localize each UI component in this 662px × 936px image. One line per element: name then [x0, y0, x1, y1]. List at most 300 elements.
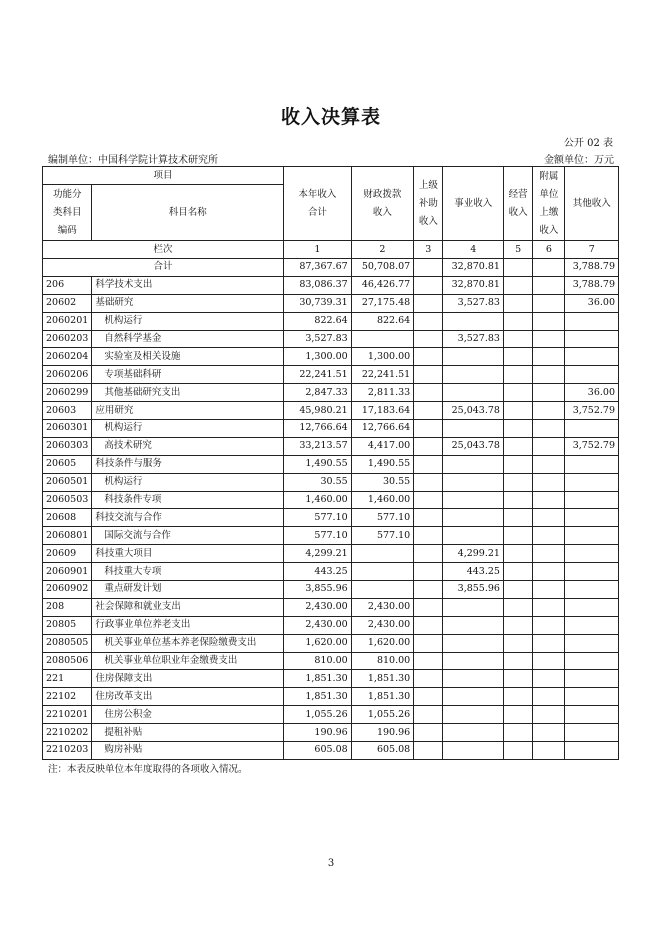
row-name-cell: 应用研究	[92, 402, 284, 420]
row-value-cell	[443, 652, 504, 670]
table-row	[43, 294, 619, 312]
table-row	[43, 634, 619, 652]
table-row	[43, 437, 619, 455]
row-value-cell	[503, 652, 532, 670]
row-value-cell	[414, 670, 443, 688]
row-value-cell	[503, 276, 532, 294]
unit-label: 金额单位：万元	[544, 155, 614, 166]
row-value-cell: 83,086.37	[284, 276, 352, 294]
row-name-cell: 购房补贴	[92, 742, 284, 760]
header-subject-name: 科目名称	[92, 185, 284, 241]
row-name-cell: 住房公积金	[92, 706, 284, 724]
row-value-cell	[503, 366, 532, 384]
row-value-cell	[503, 688, 532, 706]
row-value-cell: 1,851.30	[351, 670, 414, 688]
row-value-cell	[414, 455, 443, 473]
row-value-cell: 45,980.21	[284, 402, 352, 420]
row-value-cell	[533, 276, 565, 294]
row-value-cell	[565, 706, 619, 724]
row-value-cell	[414, 437, 443, 455]
row-value-cell: 12,766.64	[351, 420, 414, 438]
header-func-code-line2: 类科目	[52, 206, 82, 218]
row-value-cell: 443.25	[284, 563, 352, 581]
row-value-cell: 3,855.96	[284, 581, 352, 599]
header-col7: 其他收入	[565, 167, 619, 241]
row-name-cell: 科学技术支出	[92, 276, 284, 294]
row-value-cell	[351, 581, 414, 599]
header-col1-line1: 本年收入	[298, 188, 337, 200]
row-value-cell	[503, 706, 532, 724]
total-cell: 87,367.67	[284, 259, 352, 277]
row-code-cell: 2210201	[43, 706, 92, 724]
footnote: 注：本表反映单位本年度取得的各项收入情况。	[48, 764, 248, 775]
row-value-cell: 27,175.48	[351, 294, 414, 312]
row-code-cell: 20805	[43, 616, 92, 634]
col-number-2: 2	[351, 241, 414, 259]
row-value-cell	[565, 312, 619, 330]
row-value-cell	[533, 330, 565, 348]
row-value-cell	[503, 527, 532, 545]
total-cell	[533, 259, 565, 277]
row-index-row	[43, 241, 619, 259]
row-value-cell	[414, 688, 443, 706]
header-func-code	[43, 185, 92, 241]
row-name-cell: 机关事业单位职业年金缴费支出	[92, 652, 284, 670]
row-code-cell: 20609	[43, 545, 92, 563]
table-row	[43, 420, 619, 438]
row-value-cell	[414, 563, 443, 581]
row-value-cell	[351, 545, 414, 563]
header-col3-line1: 上级	[418, 179, 438, 191]
row-value-cell: 22,241.51	[284, 366, 352, 384]
row-code-cell: 2060301	[43, 420, 92, 438]
row-value-cell: 605.08	[351, 742, 414, 760]
row-value-cell	[565, 509, 619, 527]
row-value-cell	[414, 294, 443, 312]
row-value-cell: 1,490.55	[351, 455, 414, 473]
row-value-cell	[565, 652, 619, 670]
row-code-cell: 2080505	[43, 634, 92, 652]
row-value-cell	[414, 706, 443, 724]
row-value-cell	[565, 348, 619, 366]
row-value-cell	[533, 473, 565, 491]
header-col2	[351, 167, 414, 241]
row-value-cell: 3,788.79	[565, 276, 619, 294]
row-value-cell	[414, 598, 443, 616]
row-value-cell: 32,870.81	[443, 276, 504, 294]
row-value-cell	[533, 652, 565, 670]
table-row	[43, 724, 619, 742]
row-value-cell	[533, 742, 565, 760]
row-name-cell: 住房改革支出	[92, 688, 284, 706]
row-value-cell	[414, 330, 443, 348]
header-col5-line2: 收入	[508, 206, 528, 218]
table-row	[43, 384, 619, 402]
total-cell	[503, 259, 532, 277]
table-row	[43, 402, 619, 420]
row-value-cell	[443, 688, 504, 706]
row-code-cell: 2060902	[43, 581, 92, 599]
row-value-cell: 1,490.55	[284, 455, 352, 473]
row-value-cell	[533, 384, 565, 402]
table-row	[43, 563, 619, 581]
header-col4: 事业收入	[443, 167, 504, 241]
row-value-cell	[533, 366, 565, 384]
row-value-cell	[503, 670, 532, 688]
row-code-cell: 2060206	[43, 366, 92, 384]
row-value-cell	[533, 509, 565, 527]
row-value-cell	[565, 581, 619, 599]
row-value-cell	[414, 276, 443, 294]
row-value-cell	[533, 348, 565, 366]
row-value-cell	[565, 545, 619, 563]
row-value-cell: 30,739.31	[284, 294, 352, 312]
total-cell: 3,788.79	[565, 259, 619, 277]
row-code-cell: 2060299	[43, 384, 92, 402]
row-value-cell	[443, 527, 504, 545]
row-value-cell	[503, 509, 532, 527]
row-value-cell: 2,430.00	[284, 598, 352, 616]
row-value-cell	[443, 742, 504, 760]
row-value-cell	[565, 527, 619, 545]
table-row	[43, 527, 619, 545]
row-name-cell: 科技条件与服务	[92, 455, 284, 473]
row-value-cell	[533, 670, 565, 688]
row-value-cell: 4,417.00	[351, 437, 414, 455]
row-code-cell: 2080506	[43, 652, 92, 670]
row-value-cell	[414, 724, 443, 742]
row-value-cell	[565, 616, 619, 634]
row-name-cell: 高技术研究	[92, 437, 284, 455]
row-name-cell: 国际交流与合作	[92, 527, 284, 545]
row-value-cell: 46,426.77	[351, 276, 414, 294]
row-name-cell: 重点研发计划	[92, 581, 284, 599]
row-name-cell: 自然科学基金	[92, 330, 284, 348]
row-code-cell: 2060203	[43, 330, 92, 348]
row-code-cell: 2060303	[43, 437, 92, 455]
row-value-cell	[443, 473, 504, 491]
page-number: 3	[327, 858, 335, 869]
row-value-cell	[414, 652, 443, 670]
row-code-cell: 2210202	[43, 724, 92, 742]
total-cell: 32,870.81	[443, 259, 504, 277]
table-row	[43, 706, 619, 724]
table-row	[43, 330, 619, 348]
row-code-cell: 2060201	[43, 312, 92, 330]
row-value-cell	[414, 384, 443, 402]
row-code-cell: 206	[43, 276, 92, 294]
table-row	[43, 491, 619, 509]
row-value-cell: 36.00	[565, 384, 619, 402]
row-value-cell	[533, 527, 565, 545]
row-code-cell: 22102	[43, 688, 92, 706]
table-row	[43, 670, 619, 688]
row-code-cell: 20605	[43, 455, 92, 473]
row-name-cell: 专项基础科研	[92, 366, 284, 384]
row-value-cell: 2,430.00	[351, 598, 414, 616]
row-value-cell	[565, 455, 619, 473]
row-value-cell	[443, 706, 504, 724]
row-value-cell	[533, 688, 565, 706]
row-value-cell: 190.96	[351, 724, 414, 742]
row-value-cell	[533, 437, 565, 455]
row-value-cell	[443, 724, 504, 742]
row-code-cell: 2060501	[43, 473, 92, 491]
row-name-cell: 其他基础研究支出	[92, 384, 284, 402]
row-value-cell	[414, 491, 443, 509]
row-value-cell: 1,300.00	[351, 348, 414, 366]
row-value-cell	[351, 330, 414, 348]
table-header	[43, 167, 619, 259]
table-body	[43, 259, 619, 760]
row-value-cell	[503, 545, 532, 563]
row-value-cell: 2,811.33	[351, 384, 414, 402]
row-value-cell: 1,620.00	[351, 634, 414, 652]
header-col2-line1: 财政拨款	[363, 188, 402, 200]
table-row	[43, 366, 619, 384]
row-value-cell	[443, 634, 504, 652]
page-title: 收入决算表	[280, 106, 381, 128]
row-value-cell	[414, 473, 443, 491]
table-row	[43, 348, 619, 366]
row-code-cell: 221	[43, 670, 92, 688]
row-value-cell: 2,847.33	[284, 384, 352, 402]
row-value-cell	[503, 402, 532, 420]
row-value-cell	[443, 509, 504, 527]
header-col3-line3: 收入	[418, 215, 438, 227]
row-value-cell	[565, 473, 619, 491]
row-name-cell: 基础研究	[92, 294, 284, 312]
row-value-cell	[503, 581, 532, 599]
row-value-cell	[443, 491, 504, 509]
row-value-cell	[414, 616, 443, 634]
row-value-cell: 822.64	[351, 312, 414, 330]
row-value-cell: 1,460.00	[351, 491, 414, 509]
row-value-cell: 1,851.30	[284, 670, 352, 688]
header-col6-line1: 附属	[539, 170, 559, 182]
row-value-cell: 30.55	[284, 473, 352, 491]
row-name-cell: 科技条件专项	[92, 491, 284, 509]
row-value-cell	[443, 420, 504, 438]
table-row	[43, 581, 619, 599]
row-code-cell: 208	[43, 598, 92, 616]
row-value-cell	[533, 294, 565, 312]
table-code: 公开 02 表	[563, 138, 613, 149]
row-value-cell	[565, 742, 619, 760]
row-value-cell	[414, 581, 443, 599]
row-value-cell	[533, 545, 565, 563]
row-code-cell: 2060503	[43, 491, 92, 509]
col-number-5: 5	[503, 241, 532, 259]
table-row	[43, 276, 619, 294]
row-value-cell: 577.10	[351, 527, 414, 545]
row-value-cell	[533, 598, 565, 616]
row-value-cell: 4,299.21	[443, 545, 504, 563]
row-value-cell	[414, 402, 443, 420]
row-value-cell	[565, 598, 619, 616]
row-value-cell: 577.10	[351, 509, 414, 527]
row-value-cell: 577.10	[284, 509, 352, 527]
row-value-cell	[533, 312, 565, 330]
row-value-cell	[503, 312, 532, 330]
header-col3-line2: 补助	[418, 197, 438, 209]
row-value-cell	[503, 348, 532, 366]
row-value-cell	[565, 724, 619, 742]
row-value-cell: 2,430.00	[351, 616, 414, 634]
row-value-cell: 3,752.79	[565, 437, 619, 455]
row-value-cell	[414, 527, 443, 545]
row-index-label: 栏次	[43, 241, 284, 259]
row-value-cell	[565, 491, 619, 509]
row-value-cell	[351, 563, 414, 581]
table-row	[43, 455, 619, 473]
row-value-cell	[565, 688, 619, 706]
header-item: 项目	[43, 167, 284, 185]
col-number-1: 1	[284, 241, 352, 259]
row-value-cell: 190.96	[284, 724, 352, 742]
row-value-cell	[443, 598, 504, 616]
row-name-cell: 科技重大项目	[92, 545, 284, 563]
total-cell	[414, 259, 443, 277]
row-value-cell	[565, 634, 619, 652]
row-value-cell: 1,620.00	[284, 634, 352, 652]
org-label: 编制单位：中国科学院计算技术研究所	[48, 155, 218, 166]
row-value-cell: 36.00	[565, 294, 619, 312]
row-value-cell: 1,851.30	[284, 688, 352, 706]
row-value-cell: 810.00	[351, 652, 414, 670]
total-cell: 50,708.07	[351, 259, 414, 277]
row-value-cell	[565, 563, 619, 581]
row-code-cell: 2210203	[43, 742, 92, 760]
row-value-cell: 1,300.00	[284, 348, 352, 366]
row-name-cell: 科技交流与合作	[92, 509, 284, 527]
header-col2-line2: 收入	[372, 206, 392, 218]
row-value-cell: 1,851.30	[351, 688, 414, 706]
row-value-cell: 3,527.83	[284, 330, 352, 348]
row-value-cell	[503, 491, 532, 509]
row-value-cell	[565, 670, 619, 688]
row-value-cell	[443, 366, 504, 384]
row-name-cell: 科技重大专项	[92, 563, 284, 581]
header-func-code-line3: 编码	[57, 224, 77, 236]
row-value-cell: 4,299.21	[284, 545, 352, 563]
row-value-cell	[414, 348, 443, 366]
row-code-cell: 2060204	[43, 348, 92, 366]
row-value-cell	[414, 420, 443, 438]
row-value-cell	[414, 366, 443, 384]
header-col6	[533, 167, 565, 241]
row-value-cell	[443, 670, 504, 688]
row-value-cell: 17,183.64	[351, 402, 414, 420]
row-value-cell	[443, 384, 504, 402]
row-value-cell	[414, 312, 443, 330]
row-name-cell: 机构运行	[92, 420, 284, 438]
row-value-cell	[503, 742, 532, 760]
total-label: 合计	[43, 259, 284, 277]
header-col5	[503, 167, 532, 241]
row-value-cell	[533, 402, 565, 420]
header-func-code-line1: 功能分	[52, 188, 82, 200]
row-value-cell	[533, 706, 565, 724]
row-value-cell	[503, 616, 532, 634]
row-value-cell: 30.55	[351, 473, 414, 491]
row-value-cell: 1,460.00	[284, 491, 352, 509]
row-name-cell: 行政事业单位养老支出	[92, 616, 284, 634]
col-number-7: 7	[565, 241, 619, 259]
header-col6-line3: 上缴	[539, 206, 559, 218]
row-value-cell	[503, 294, 532, 312]
row-value-cell	[565, 420, 619, 438]
col-number-4: 4	[443, 241, 504, 259]
row-value-cell	[443, 616, 504, 634]
table-row	[43, 742, 619, 760]
header-col1	[284, 167, 352, 241]
row-value-cell	[503, 724, 532, 742]
row-code-cell: 2060801	[43, 527, 92, 545]
row-value-cell	[565, 366, 619, 384]
row-value-cell	[503, 598, 532, 616]
row-value-cell	[533, 634, 565, 652]
row-value-cell	[533, 420, 565, 438]
header-col1-line2: 合计	[307, 206, 327, 218]
table-row	[43, 688, 619, 706]
table-row	[43, 509, 619, 527]
row-value-cell	[503, 420, 532, 438]
header-col6-line4: 收入	[539, 224, 559, 236]
row-value-cell	[503, 563, 532, 581]
row-value-cell	[533, 491, 565, 509]
row-value-cell: 3,527.83	[443, 294, 504, 312]
header-col3	[414, 167, 443, 241]
row-value-cell: 443.25	[443, 563, 504, 581]
row-value-cell	[414, 509, 443, 527]
row-value-cell	[533, 616, 565, 634]
row-value-cell: 1,055.26	[284, 706, 352, 724]
row-name-cell: 机构运行	[92, 312, 284, 330]
row-value-cell	[443, 455, 504, 473]
row-value-cell: 25,043.78	[443, 437, 504, 455]
table-row	[43, 598, 619, 616]
row-value-cell: 33,213.57	[284, 437, 352, 455]
row-value-cell	[414, 634, 443, 652]
row-value-cell: 3,752.79	[565, 402, 619, 420]
row-name-cell: 实验室及相关设施	[92, 348, 284, 366]
row-value-cell	[533, 563, 565, 581]
row-code-cell: 20602	[43, 294, 92, 312]
row-name-cell: 社会保障和就业支出	[92, 598, 284, 616]
row-code-cell: 20608	[43, 509, 92, 527]
row-value-cell	[443, 312, 504, 330]
row-value-cell	[414, 742, 443, 760]
col-number-6: 6	[533, 241, 565, 259]
row-value-cell	[533, 724, 565, 742]
table-row	[43, 312, 619, 330]
table-row	[43, 652, 619, 670]
row-value-cell: 810.00	[284, 652, 352, 670]
row-value-cell	[503, 437, 532, 455]
row-value-cell: 3,855.96	[443, 581, 504, 599]
row-value-cell: 822.64	[284, 312, 352, 330]
row-value-cell	[533, 581, 565, 599]
row-value-cell: 1,055.26	[351, 706, 414, 724]
row-value-cell: 25,043.78	[443, 402, 504, 420]
row-name-cell: 机构运行	[92, 473, 284, 491]
row-name-cell: 提租补贴	[92, 724, 284, 742]
row-name-cell: 机关事业单位基本养老保险缴费支出	[92, 634, 284, 652]
table-row	[43, 473, 619, 491]
col-number-3: 3	[414, 241, 443, 259]
row-value-cell: 3,527.83	[443, 330, 504, 348]
